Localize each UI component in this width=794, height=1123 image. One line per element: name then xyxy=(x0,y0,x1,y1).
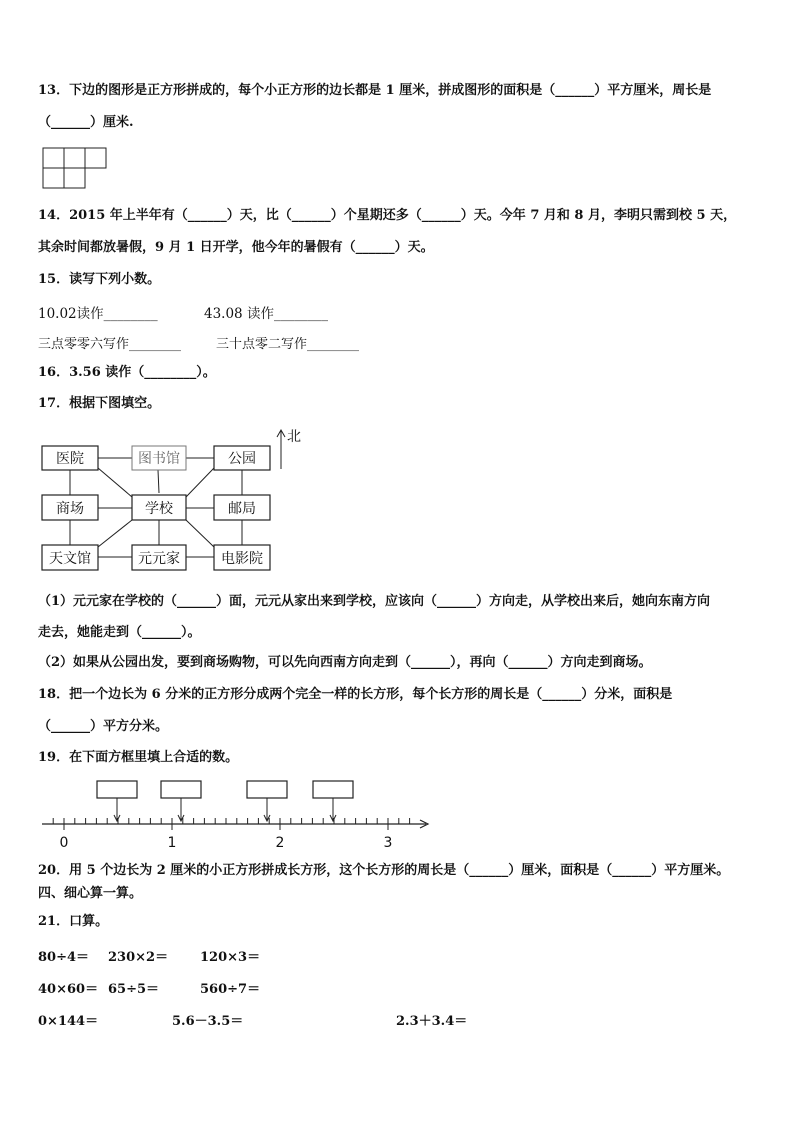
answer-box-2 xyxy=(161,781,201,798)
q17-part2-text: （2）如果从公园出发，要到商场购物，可以先向西南方向走到（______），再向（______）方向走到商场。 xyxy=(38,655,652,670)
q15-item-1: 10.02读作________ xyxy=(38,306,158,322)
section-4-title: 四、细心算一算。 xyxy=(38,886,143,901)
q17-title: 17．根据下图填空。 xyxy=(38,396,161,411)
map-label-park: 公园 xyxy=(228,451,256,467)
calc-9: 2.3＋3.4＝ xyxy=(396,1014,468,1029)
map-label-cinema: 电影院 xyxy=(221,551,263,567)
q15-item-4: 三十点零二写作________ xyxy=(216,337,360,352)
map-label-school: 学校 xyxy=(145,501,173,517)
map-label-yuanyuan-home: 元元家 xyxy=(138,551,180,567)
calc-8: 5.6－3.5＝ xyxy=(172,1014,244,1029)
map-label-hospital: 医院 xyxy=(56,451,84,467)
calc-7: 0×144＝ xyxy=(38,1014,99,1029)
map-label-planetarium: 天文馆 xyxy=(49,551,91,567)
calc-1: 80÷4＝ xyxy=(38,950,90,965)
q15-item-2: 43.08 读作________ xyxy=(204,306,328,322)
answer-box-3 xyxy=(247,781,287,798)
tick-label-2: 2 xyxy=(275,835,285,851)
tick-label-3: 3 xyxy=(383,835,393,851)
q21-title: 21．口算。 xyxy=(38,914,109,929)
q17-part1-text-2: 走去，她能走到（______）。 xyxy=(38,625,201,640)
q14-text-1: 14．2015 年上半年有（______）天，比（______）个星期还多（______）天。今年 7 月和 8 月，李明只需到校 5 天， xyxy=(38,208,737,223)
q15-item-3: 三点零零六写作________ xyxy=(38,337,182,352)
tick-label-0: 0 xyxy=(59,835,69,851)
calc-5: 65÷5＝ xyxy=(108,982,160,997)
q18-text-1: 18．把一个边长为 6 分米的正方形分成两个完全一样的长方形，每个长方形的周长是（______）分米，面积是 xyxy=(38,687,673,702)
calc-4: 40×60＝ xyxy=(38,982,99,997)
calc-2: 230×2＝ xyxy=(108,950,169,965)
map-label-library: 图书馆 xyxy=(138,451,180,467)
answer-box-4 xyxy=(313,781,353,798)
q13-text-1: 13．下边的图形是正方形拼成的，每个小正方形的边长都是 1 厘米，拼成图形的面积是（______）平方厘米，周长是 xyxy=(38,83,712,98)
map-label-mall: 商场 xyxy=(56,501,84,517)
north-label: 北 xyxy=(287,429,301,445)
q16-text: 16．3.56 读作（________）。 xyxy=(38,365,216,380)
q14-text-2: 其余时间都放暑假，9 月 1 日开学，他今年的暑假有（______）天。 xyxy=(38,240,434,255)
q19-title: 19．在下面方框里填上合适的数。 xyxy=(38,750,239,765)
answer-box-1 xyxy=(97,781,137,798)
q15-title: 15．读写下列小数。 xyxy=(38,272,161,287)
calc-3: 120×3＝ xyxy=(200,950,261,965)
q17-part1-text-1: （1）元元家在学校的（______）面，元元从家出来到学校，应该向（______）方向走，从学校出来后，她向东南方向 xyxy=(38,594,711,609)
calc-6: 560÷7＝ xyxy=(200,982,261,997)
map-label-post-office: 邮局 xyxy=(228,501,256,517)
tick-label-1: 1 xyxy=(167,835,177,851)
q18-text-2: （______）平方分米。 xyxy=(38,719,169,734)
q13-text-2: （______）厘米. xyxy=(38,115,134,130)
q20-text: 20．用 5 个边长为 2 厘米的小正方形拼成长方形，这个长方形的周长是（______）厘米，面积是（______）平方厘米。 xyxy=(38,863,730,878)
